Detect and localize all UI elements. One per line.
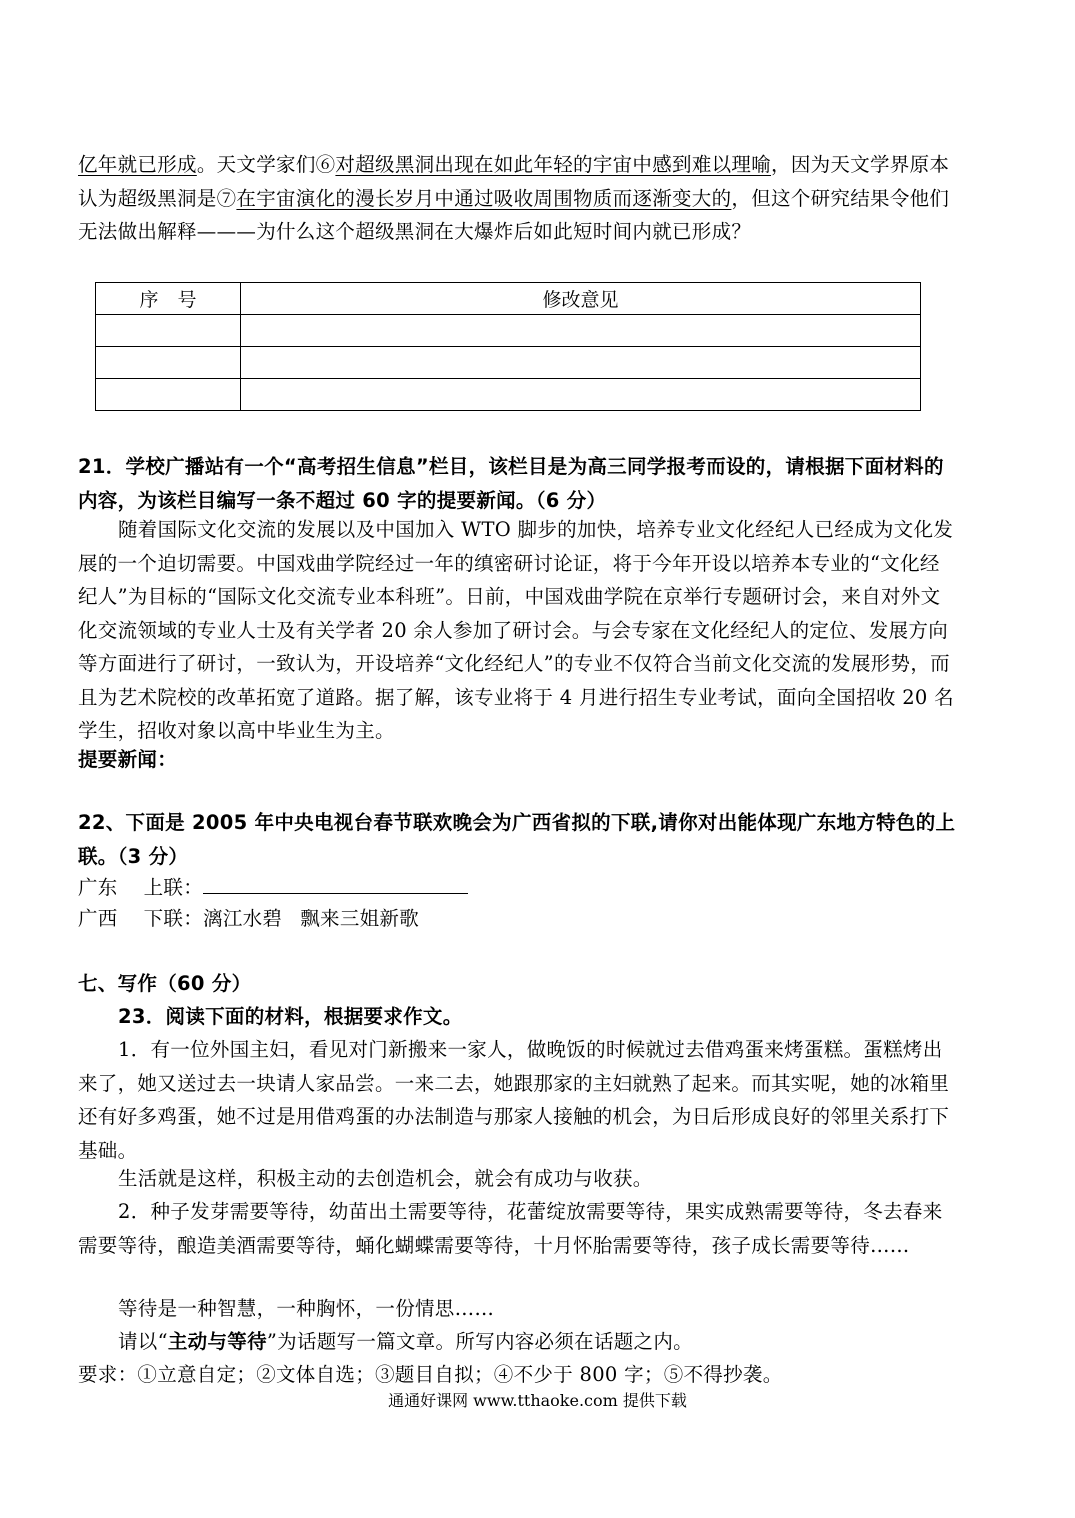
upper-couplet-line — [78, 871, 958, 905]
table-cell-opinion[interactable] — [241, 379, 921, 411]
topic-keyword: 主动与等待 — [167, 1330, 267, 1353]
question-21-title: 21．学校广播站有一个“高考招生信息”栏目，该栏目是为高三同学报考而设的，请根据下面材料的内容，为该栏目编写一条不超过 60 字的提要新闻。（6 分） — [78, 455, 944, 512]
upper-couplet-label: 上联： — [143, 876, 204, 899]
material-1: 1．有一位外国主妇，看见对门新搬来一家人，做晚饭的时候就过去借鸡蛋来烤蛋糕。蛋糕烤出来了，她又送过去一块请人家品尝。一来二去，她跟那家的主妇就熟了起来。而其实呢，她的冰箱里还有好多鸡蛋，她不过是用借鸡蛋的办法制造与那家人接触的机会，为日后形成良好的邻里关系打下基础。 — [78, 1038, 950, 1162]
question-21-material: 随着国际文化交流的发展以及中国加入 WTO 脚步的加快，培养专业文化经纪人已经成为文化发展的一个迫切需要。中国戏曲学院经过一年的缜密研讨论证，将于今年开设以培养本专业的“文化经纪人”为目标的“国际文化交流专业本科班”。日前，中国戏曲学院在京举行专题研讨会，来自对外文化交流领域的专业人士及有关学者 20 余人参加了研讨会。与会专家在文化经纪人的定位、发展方向等方面进行了研讨，一致认为，开设培养“文化经纪人”的专业不仅符合当前文化交流的发展形势，而且为艺术院校的改革拓宽了道路。据了解，该专业将于 4 月进行招生专业考试，面向全国招收 20 名学生，招收对象以高中毕业生为主。 — [78, 518, 954, 742]
province-guangdong: 广东 — [78, 876, 118, 899]
topic-instruction: 请以“主动与等待”为话题写一篇文章。所写内容必须在话题之内。 — [118, 1330, 693, 1353]
material-2: 2．种子发芽需要等待，幼苗出土需要等待，花蕾绽放需要等待，果实成熟需要等待，冬去春来需要等待，酿造美酒需要等待，蛹化蝴蝶需要等待，十月怀胎需要等待，孩子成长需要等待…… — [78, 1200, 943, 1257]
header-number: 序 号 — [96, 283, 241, 315]
table-row — [96, 379, 921, 411]
table-cell-opinion[interactable] — [241, 315, 921, 347]
question-23-title: 23．阅读下面的材料，根据要求作文。 — [118, 1005, 463, 1028]
header-opinion: 修改意见 — [241, 283, 921, 315]
material-2-conclusion: 等待是一种智慧，一种胸怀，一份情思…… — [118, 1297, 495, 1320]
material-1-conclusion: 生活就是这样，积极主动的去创造机会，就会有成功与收获。 — [118, 1167, 653, 1190]
question-22-title: 22、下面是 2005 年中央电视台春节联欢晚会为广西省拟的下联,请你对出能体现广东地方特色的上联。（3 分） — [78, 811, 956, 868]
question-21-answer-label: 提要新闻： — [78, 748, 178, 771]
section-7-title: 七、写作（60 分） — [78, 972, 252, 995]
province-guangxi: 广西 — [78, 907, 118, 930]
table-row — [96, 347, 921, 379]
page-footer: 通通好课网 www.tthaoke.com 提供下载 — [388, 1391, 687, 1410]
table-cell-number[interactable] — [96, 315, 241, 347]
table-cell-number[interactable] — [96, 379, 241, 411]
underlined-phrase-7: 在宇宙演化的漫长岁月中通过吸收周围物质而逐渐变大的 — [236, 186, 732, 210]
revision-table — [95, 282, 921, 411]
lower-couplet-part2: 飘来三姐新歌 — [300, 907, 420, 930]
underlined-phrase-5: 亿年就已形成 — [78, 153, 197, 176]
lower-couplet-line — [78, 902, 958, 936]
lower-couplet-part1: 漓江水碧 — [203, 907, 283, 930]
table-header-row — [96, 283, 921, 315]
table-cell-opinion[interactable] — [241, 347, 921, 379]
lower-couplet-label: 下联： — [143, 907, 204, 930]
underlined-phrase-6: 对超级黑洞出现在如此年轻的宇宙中感到难以理喻 — [335, 153, 772, 176]
table-row — [96, 315, 921, 347]
upper-couplet-answer-blank[interactable] — [203, 871, 468, 894]
writing-requirements: 要求：①立意自定；②文体自选；③题目自拟；④不少于 800 字；⑤不得抄袭。 — [78, 1363, 783, 1386]
table-cell-number[interactable] — [96, 347, 241, 379]
intro-paragraph: 亿年就已形成。天文学家们⑥对超级黑洞出现在如此年轻的宇宙中感到难以理喻，因为天文学界原本认为超级黑洞是⑦在宇宙演化的漫长岁月中通过吸收周围物质而逐渐变大的，但这个研究结果令他们无法做出解释———为什么这个超级黑洞在大爆炸后如此短时间内就已形成？ — [78, 153, 950, 243]
